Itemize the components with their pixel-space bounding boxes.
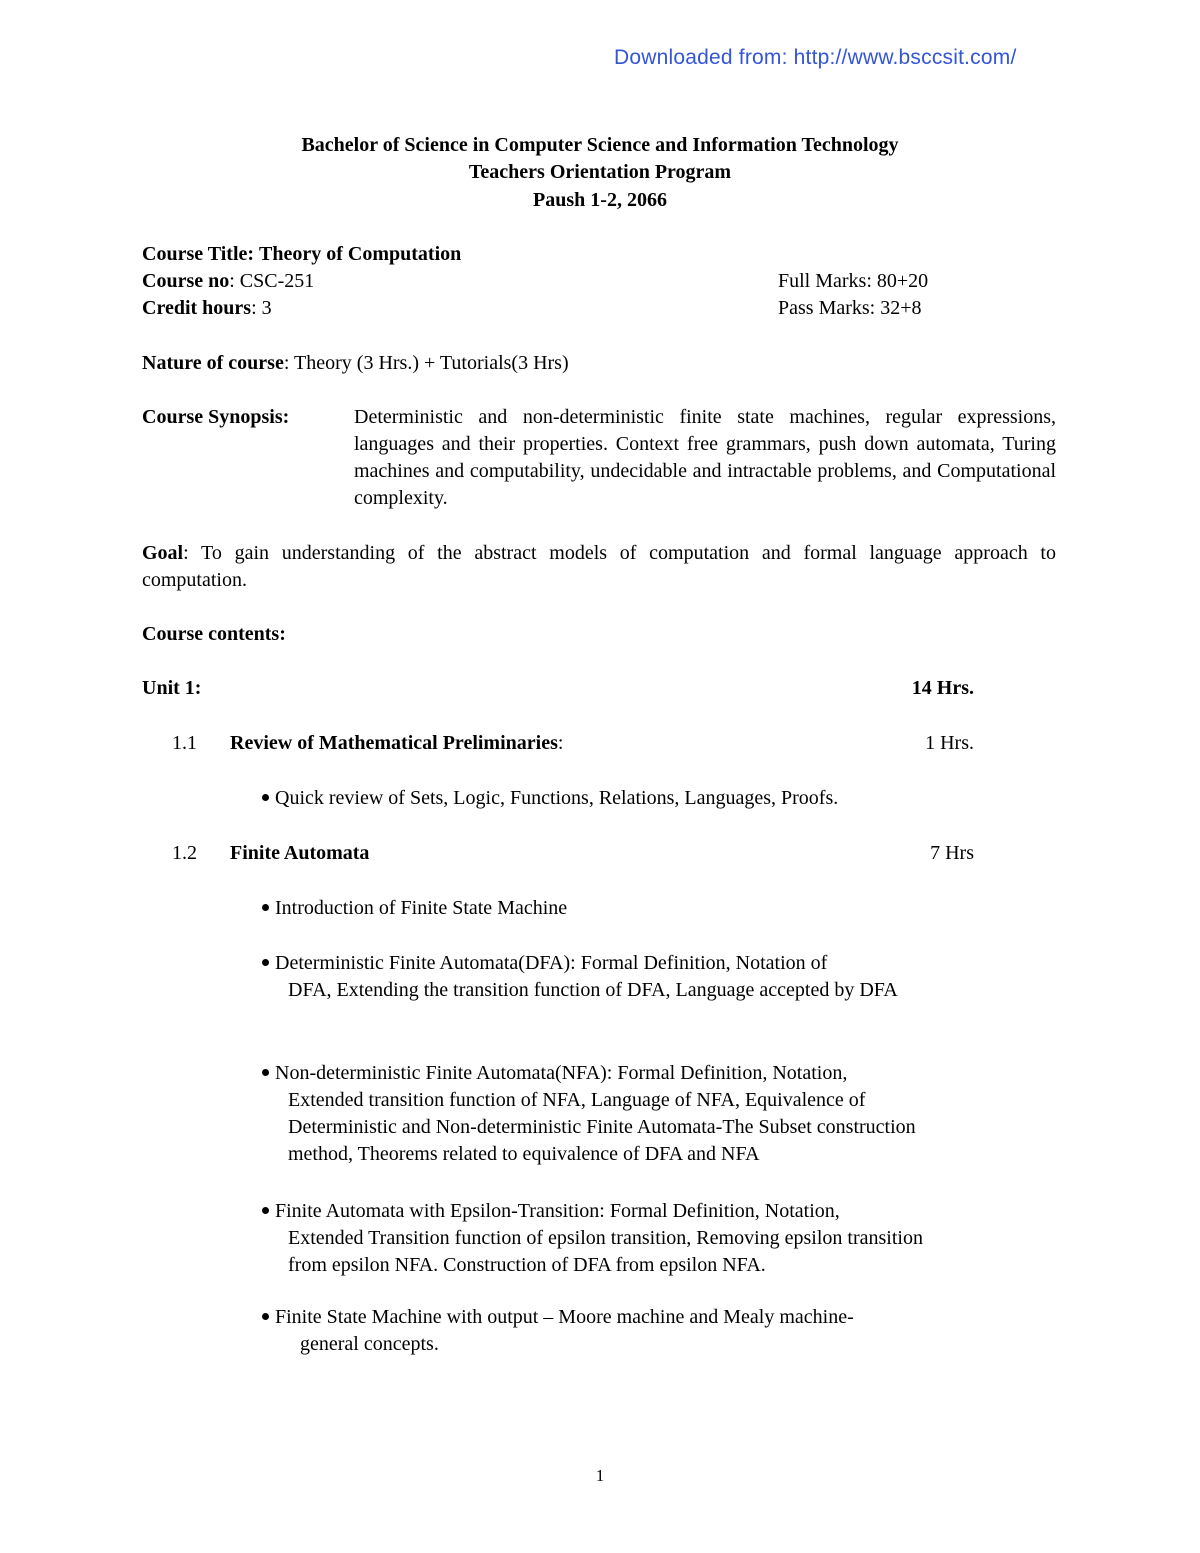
list-item-text: Introduction of Finite State Machine bbox=[275, 897, 568, 919]
list-item bbox=[262, 895, 982, 922]
list-item bbox=[262, 1304, 982, 1358]
program-title: Bachelor of Science in Computer Science and Information Technology bbox=[301, 134, 899, 156]
list-item-text: Non-deterministic Finite Automata(NFA): Formal Definition, Notation, bbox=[275, 1062, 848, 1084]
list-item-continuation: Extended transition function of NFA, Language of NFA, Equivalence of Deterministic and Non-deterministic Finite Automata-The Subset construction method, Theorems related to equivalence of DFA and NFA bbox=[288, 1089, 916, 1165]
credit-hours-row bbox=[142, 295, 272, 322]
synopsis-text: Deterministic and non-deterministic finite state machines, regular expressions, languages and their properties. Context free grammars, push down automata, Turing machines and computability, undecidable and intractable problems, and Computational complexity. bbox=[354, 406, 1056, 509]
bullet-icon bbox=[262, 1313, 269, 1320]
nature-of-course-label: Nature of course bbox=[142, 352, 284, 374]
pass-marks: Pass Marks: 32+8 bbox=[778, 297, 922, 319]
list-item-continuation: Extended Transition function of epsilon transition, Removing epsilon transition from epsilon NFA. Construction of DFA from epsilon NFA. bbox=[288, 1227, 923, 1276]
section-title-row bbox=[230, 840, 369, 867]
bullet-icon bbox=[262, 904, 269, 911]
course-contents-heading: Course contents: bbox=[142, 623, 286, 645]
nature-of-course-value: : Theory (3 Hrs.) + Tutorials(3 Hrs) bbox=[283, 352, 569, 374]
section-title: Review of Mathematical Preliminaries bbox=[230, 732, 558, 754]
course-title-value: Theory of Computation bbox=[259, 243, 462, 265]
nature-of-course-row bbox=[142, 350, 569, 377]
list-item bbox=[262, 785, 982, 812]
goal-paragraph bbox=[142, 540, 1056, 594]
list-item bbox=[262, 1060, 982, 1168]
synopsis-label: Course Synopsis: bbox=[142, 406, 290, 428]
page-number: 1 bbox=[595, 1466, 605, 1485]
course-no-row bbox=[142, 268, 314, 295]
list-item-text: Finite State Machine with output – Moore machine and Mealy machine- bbox=[275, 1306, 854, 1328]
section-title-suffix: : bbox=[557, 732, 564, 754]
program-date: Paush 1-2, 2066 bbox=[533, 189, 667, 211]
credit-hours-label: Credit hours bbox=[142, 297, 252, 319]
section-number: 1.1 bbox=[172, 732, 197, 754]
unit-hours: 14 Hrs. bbox=[911, 677, 974, 699]
download-source-link[interactable]: Downloaded from: http://www.bsccsit.com/ bbox=[614, 46, 1017, 69]
section-hours: 1 Hrs. bbox=[925, 732, 974, 754]
bullet-icon bbox=[262, 1069, 269, 1076]
course-no-label: Course no bbox=[142, 270, 230, 292]
bullet-icon bbox=[262, 959, 269, 966]
goal-label: Goal bbox=[142, 542, 184, 564]
course-title-label: Course Title: bbox=[142, 243, 255, 265]
course-title-row bbox=[142, 241, 461, 268]
list-item bbox=[262, 950, 982, 1004]
bullet-icon bbox=[262, 1207, 269, 1214]
bullet-icon bbox=[262, 794, 269, 801]
list-item bbox=[262, 1198, 982, 1279]
section-title: Finite Automata bbox=[230, 842, 370, 864]
course-no-value: : CSC-251 bbox=[229, 270, 315, 292]
section-hours: 7 Hrs bbox=[930, 842, 974, 864]
section-number: 1.2 bbox=[172, 842, 197, 864]
list-item-continuation: general concepts. bbox=[300, 1333, 439, 1355]
section-title-row bbox=[230, 730, 563, 757]
credit-hours-value: : 3 bbox=[251, 297, 272, 319]
goal-text: : To gain understanding of the abstract models of computation and formal language approach to computation. bbox=[142, 542, 1056, 591]
list-item-text: Quick review of Sets, Logic, Functions, Relations, Languages, Proofs. bbox=[275, 787, 839, 809]
unit-label: Unit 1: bbox=[142, 677, 202, 699]
list-item-continuation: DFA, Extending the transition function of DFA, Language accepted by DFA bbox=[288, 979, 898, 1001]
list-item-text: Finite Automata with Epsilon-Transition: Formal Definition, Notation, bbox=[275, 1200, 840, 1222]
full-marks: Full Marks: 80+20 bbox=[778, 270, 929, 292]
list-item-text: Deterministic Finite Automata(DFA): Formal Definition, Notation of bbox=[275, 952, 828, 974]
program-subtitle: Teachers Orientation Program bbox=[468, 161, 732, 183]
